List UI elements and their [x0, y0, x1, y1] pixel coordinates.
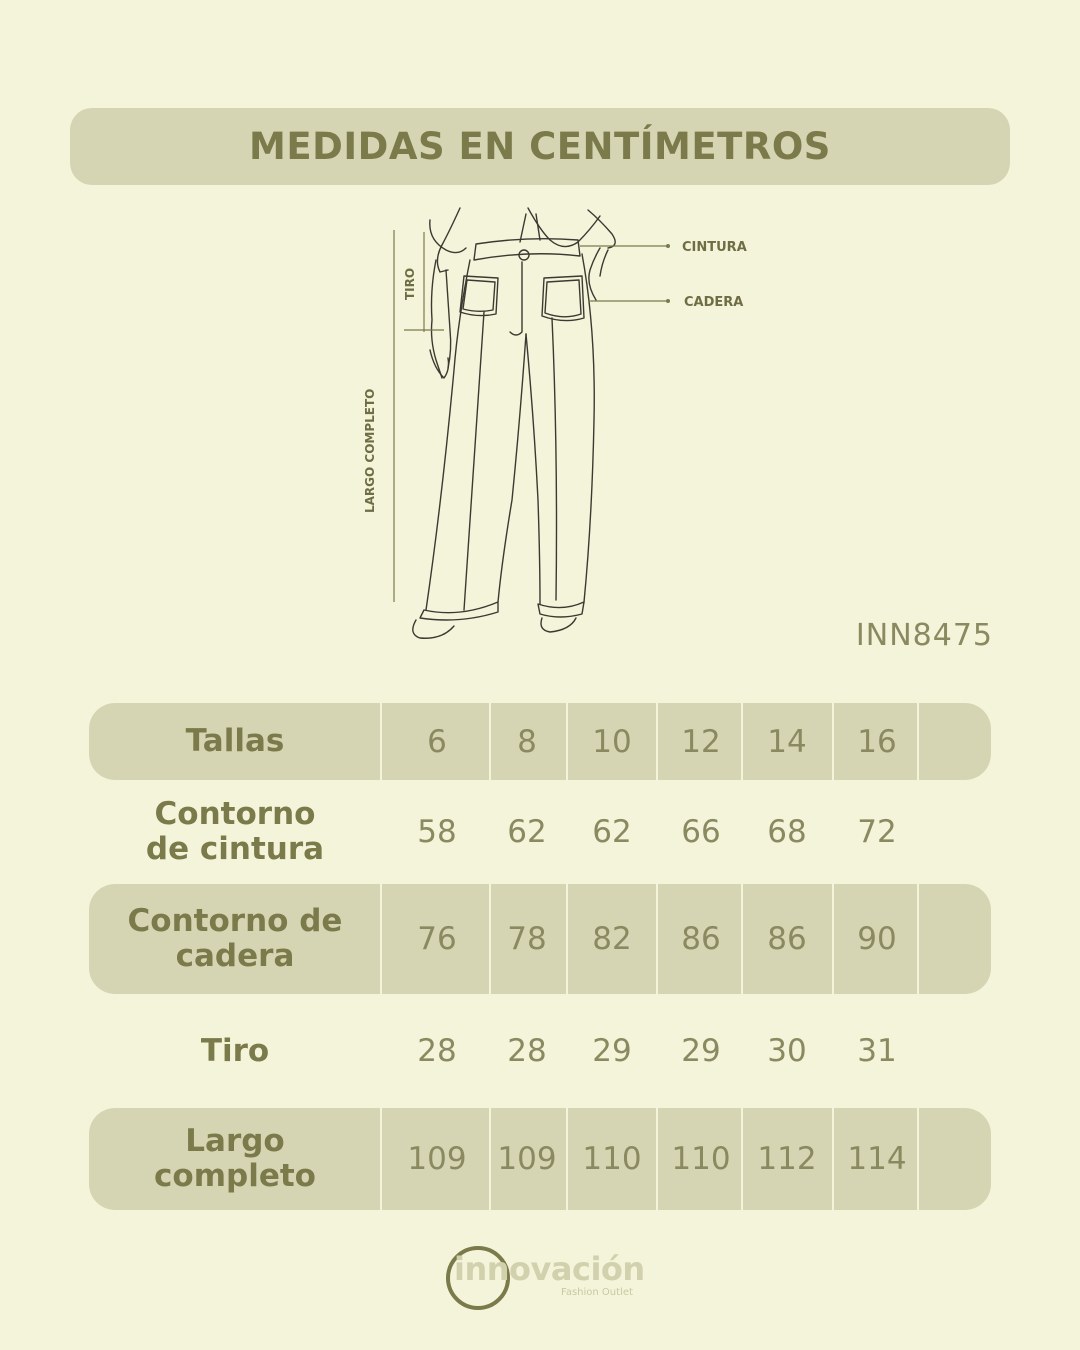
- product-code: INN8475: [855, 618, 993, 653]
- label-waist: CINTURA: [682, 240, 747, 255]
- row-label: Largo completo: [154, 1123, 316, 1194]
- table-cell: 76: [417, 921, 457, 957]
- table-row: [89, 703, 991, 780]
- table-cell: 66: [681, 814, 721, 850]
- table-cell: 28: [507, 1033, 547, 1069]
- table-cell: 31: [857, 1033, 897, 1069]
- label-rise: TIRO: [403, 267, 417, 300]
- table-cell: 30: [767, 1033, 807, 1069]
- table-cell: 82: [592, 921, 632, 957]
- table-cell: 29: [592, 1033, 632, 1069]
- table-row: [89, 780, 991, 884]
- table-cell: 90: [857, 921, 897, 957]
- table-cell: 110: [582, 1141, 642, 1177]
- table-cell: 78: [507, 921, 547, 957]
- table-cell: 29: [681, 1033, 721, 1069]
- table-cell: 112: [757, 1141, 817, 1177]
- table-cell: 62: [507, 814, 547, 850]
- table-cell: 110: [671, 1141, 731, 1177]
- row-label: Tiro: [200, 1032, 270, 1069]
- table-row: [89, 1108, 991, 1210]
- row-label: Contorno de cadera: [127, 903, 343, 974]
- table-cell: 109: [497, 1141, 557, 1177]
- table-cell: 16: [857, 723, 897, 760]
- table-cell: 14: [767, 723, 807, 760]
- table-cell: 72: [857, 814, 897, 850]
- table-cell: 10: [592, 723, 632, 760]
- table-cell: 28: [417, 1033, 457, 1069]
- table-cell: 8: [517, 723, 537, 760]
- table-row: [89, 884, 991, 994]
- table-cell: 6: [427, 723, 447, 760]
- table-cell: 58: [417, 814, 457, 850]
- pants-illustration: [350, 200, 770, 650]
- page-title: MEDIDAS EN CENTÍMETROS: [249, 125, 831, 168]
- table-cell: 114: [847, 1141, 907, 1177]
- table-cell: 86: [681, 921, 721, 957]
- title-banner: [70, 108, 1010, 185]
- label-length: LARGO COMPLETO: [363, 388, 377, 513]
- label-hip: CADERA: [684, 295, 744, 310]
- brand-tagline: Fashion Outlet: [561, 1287, 633, 1298]
- table-cell: 62: [592, 814, 632, 850]
- row-label: Contorno de cintura: [145, 796, 325, 867]
- table-cell: 109: [407, 1141, 467, 1177]
- table-cell: 12: [681, 723, 721, 760]
- table-row: [89, 994, 991, 1108]
- brand-logo: [440, 1240, 650, 1312]
- table-cell: 68: [767, 814, 807, 850]
- brand-name: innovación: [454, 1250, 645, 1288]
- table-cell: 86: [767, 921, 807, 957]
- row-label: Tallas: [185, 723, 285, 759]
